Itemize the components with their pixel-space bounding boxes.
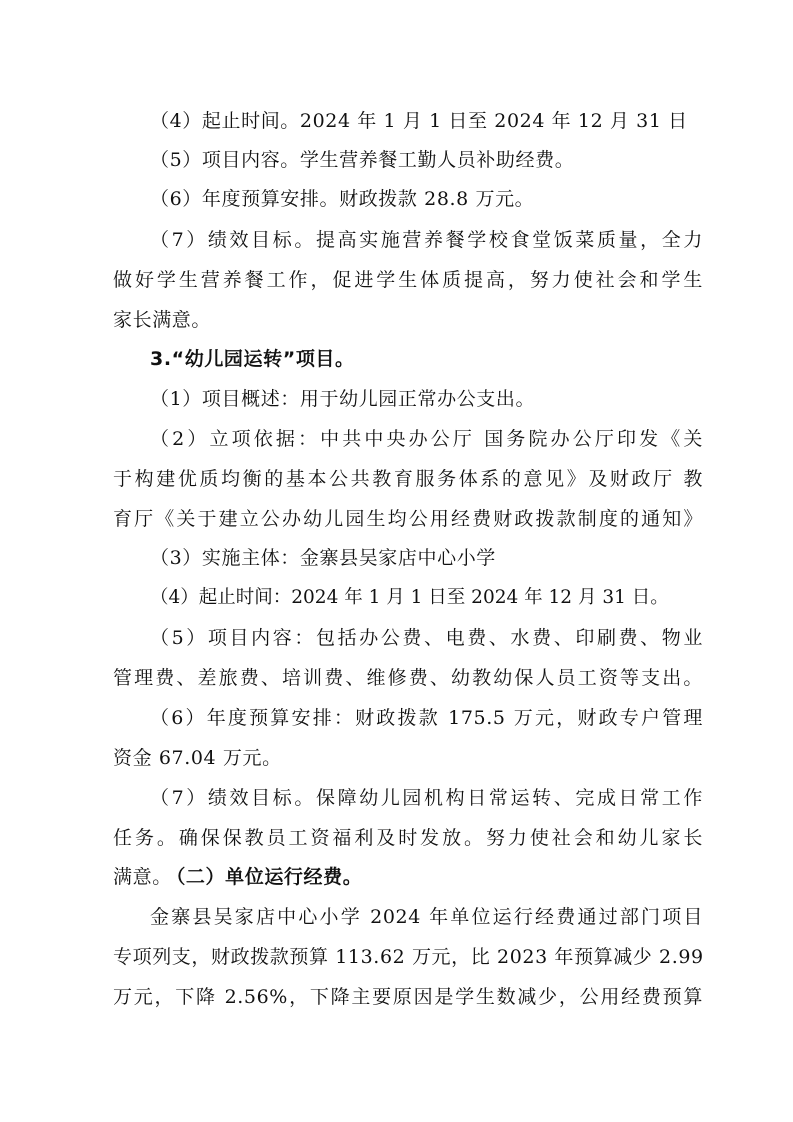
paragraph-line-k7-goal: （7）绩效目标。保障幼儿园机构日常运转、完成日常工作 [150, 787, 703, 809]
paragraph-line-k7-goal-cont1: 任务。确保保教员工资福利及时发放。努力使社会和幼儿家长 [113, 827, 703, 849]
paragraph-line-k1-overview: （1）项目概述：用于幼儿园正常办公支出。 [150, 388, 536, 410]
paragraph-line-k6-budget: （6）年度预算安排：财政拨款 175.5 万元，财政专户管理 [150, 707, 703, 729]
paragraph-line-k6-budget-cont: 资金 67.04 万元。 [113, 747, 282, 769]
paragraph-line-k2-basis-cont2: 育厅《关于建立公办幼儿园生均公用经费财政拨款制度的通知》 [113, 508, 703, 530]
paragraph-line-item5-content: （5）项目内容。学生营养餐工勤人员补助经费。 [150, 149, 575, 171]
paragraph-line-k2-basis-cont1: 于构建优质均衡的基本公共教育服务体系的意见》及财政厅 教 [113, 468, 703, 490]
paragraph-line-k5-content: （5）项目内容：包括办公费、电费、水费、印刷费、物业 [150, 627, 703, 649]
section-heading-unit-operating: （二）单位运行经费。 [175, 866, 363, 888]
paragraph-line-item7-goal-cont2: 家长满意。 [113, 309, 212, 331]
paragraph-line-k3-entity: （3）实施主体：金寨县吴家店中心小学 [150, 547, 496, 569]
paragraph-line-item7-goal-cont1: 做好学生营养餐工作，促进学生体质提高，努力使社会和学生 [113, 269, 703, 291]
paragraph-text-satisfied: 满意。 [113, 866, 172, 888]
section-heading-kindergarten: 3.“幼儿园运转”项目。 [150, 348, 355, 370]
paragraph-line-operating-3: 万元，下降 2.56%，下降主要原因是学生数减少，公用经费预算 [113, 986, 703, 1008]
paragraph-line-operating-1: 金寨县吴家店中心小学 2024 年单位运行经费通过部门项目 [150, 906, 703, 928]
paragraph-line-item4-time: （4）起止时间。2024 年 1 月 1 日至 2024 年 12 月 31 日 [150, 110, 688, 132]
paragraph-line-operating-2: 专项列支，财政拨款预算 113.62 万元，比 2023 年预算减少 2.99 [113, 946, 704, 968]
paragraph-line-k2-basis: （2）立项依据：中共中央办公厅 国务院办公厅印发《关 [150, 428, 703, 450]
paragraph-line-item7-goal: （7）绩效目标。提高实施营养餐学校食堂饭菜质量，全力 [150, 229, 703, 251]
paragraph-line-k5-content-cont: 管理费、差旅费、培训费、维修费、幼教幼保人员工资等支出。 [113, 667, 703, 689]
paragraph-line-item6-budget: （6）年度预算安排。财政拨款 28.8 万元。 [150, 188, 535, 210]
paragraph-line-k7-goal-end [113, 864, 703, 890]
paragraph-line-k4-time: （4）起止时间：2024 年 1 月 1 日至 2024 年 12 月 31 日。 [150, 587, 669, 608]
